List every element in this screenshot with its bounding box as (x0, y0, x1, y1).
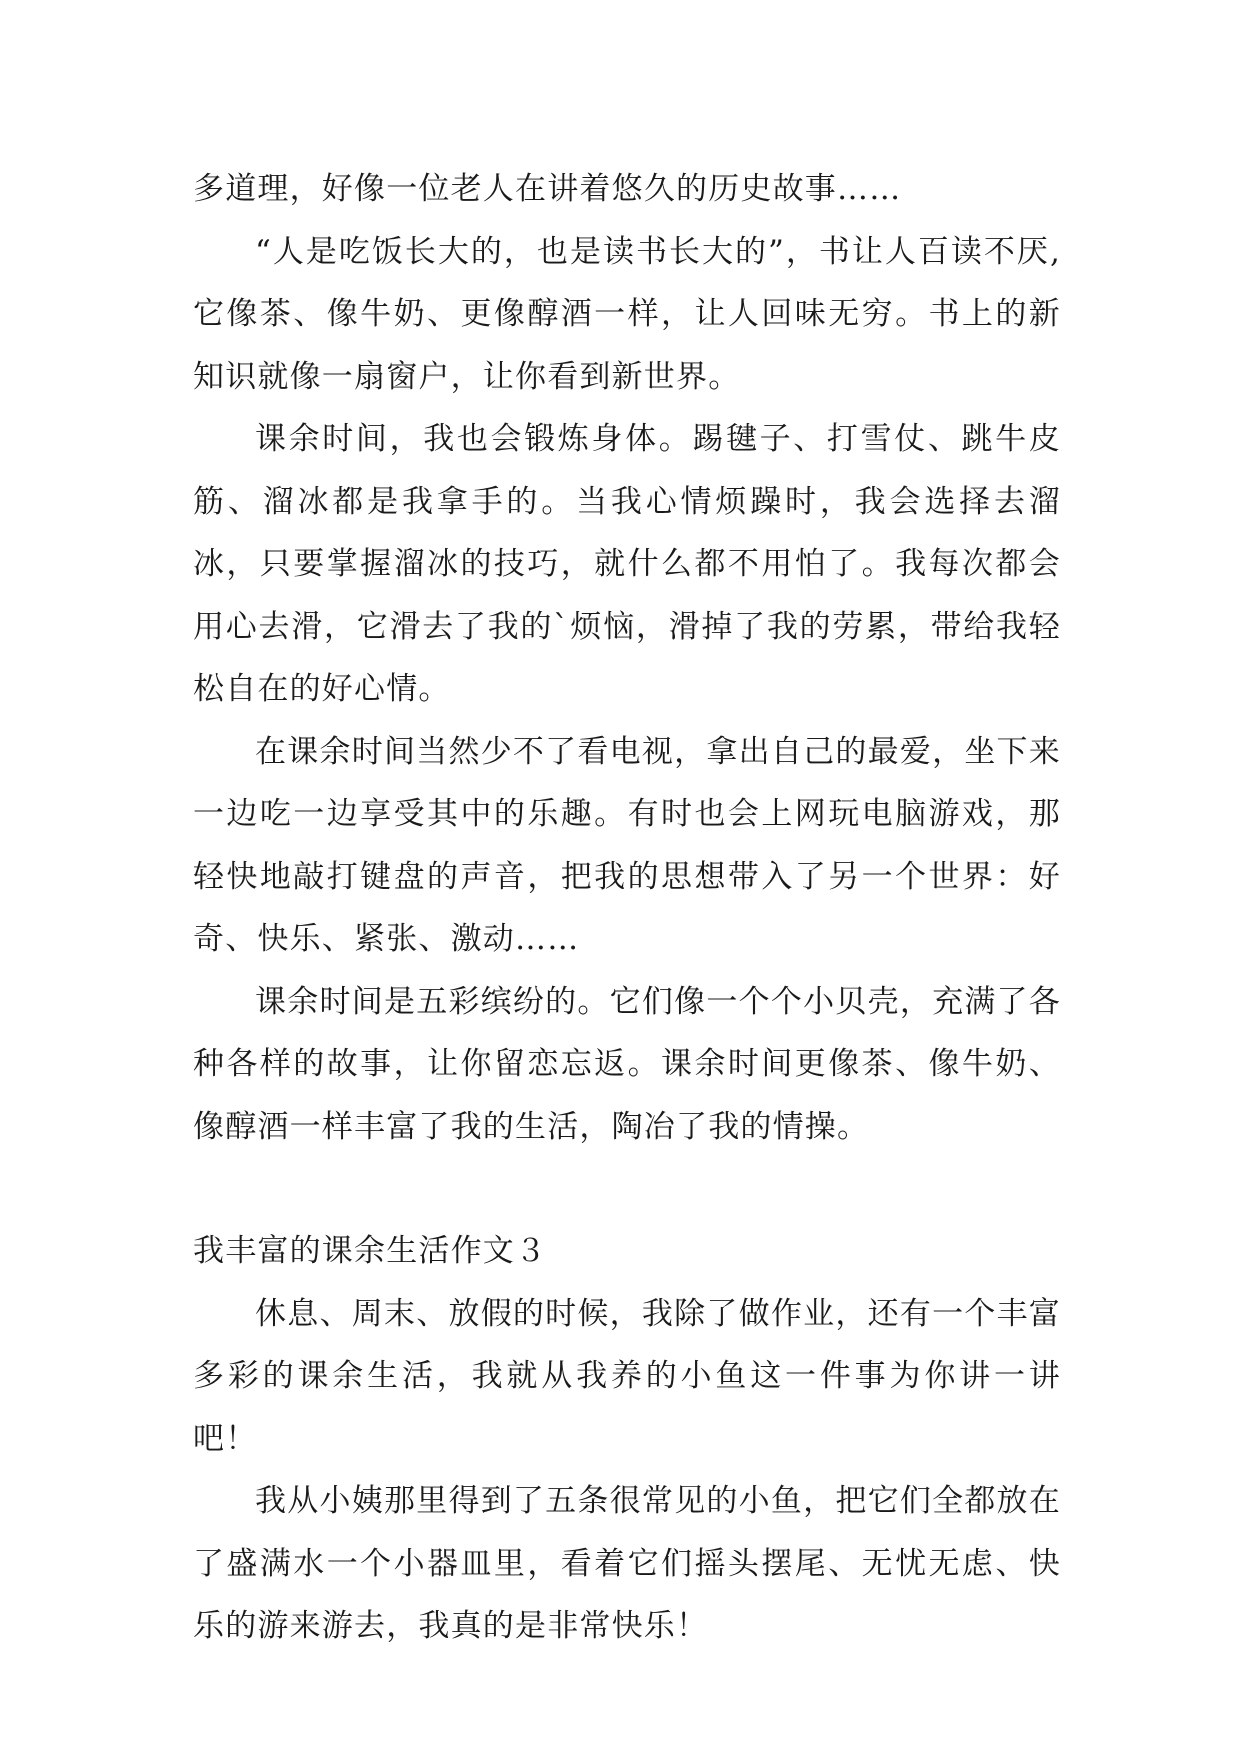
paragraph-5: 课余时间是五彩缤纷的。它们像一个个小贝壳，充满了各种各样的故事，让你留恋忘返。课余时间更像茶、像牛奶、像醇酒一样丰富了我的生活，陶冶了我的情操。 (193, 983, 1061, 1145)
paragraph-2: “人是吃饭长大的，也是读书长大的”，书让人百读不厌,它像茶、像牛奶、更像醇酒一样，让人回味无穷。书上的新知识就像一扇窗户，让你看到新世界。 (193, 233, 1061, 395)
paragraph-1: 多道理，好像一位老人在讲着悠久的历史故事…… (193, 171, 902, 207)
paragraph-3: 课余时间，我也会锻炼身体。踢毽子、打雪仗、跳牛皮筋、溜冰都是我拿手的。当我心情烦躁时，我会选择去溜冰，只要掌握溜冰的技巧，就什么都不用怕了。我每次都会用心去滑，它滑去了我的`烦恼，滑掉了我的劳累，带给我轻松自在的好心情。 (193, 421, 1061, 707)
section-title: 我丰富的课余生活作文３ (193, 1233, 548, 1269)
document-body (193, 158, 1061, 1658)
paragraph-4: 在课余时间当然少不了看电视，拿出自己的最爱，坐下来一边吃一边享受其中的乐趣。有时也会上网玩电脑游戏，那轻快地敲打键盘的声音，把我的思想带入了另一个世界：好奇、快乐、紧张、激动…… (193, 733, 1061, 957)
paragraph-6: 休息、周末、放假的时候，我除了做作业，还有一个丰富多彩的课余生活，我就从我养的小鱼这一件事为你讲一讲吧！ (193, 1295, 1061, 1457)
paragraph-7: 我从小姨那里得到了五条很常见的小鱼，把它们全都放在了盛满水一个小器皿里，看着它们摇头摆尾、无忧无虑、快乐的游来游去，我真的是非常快乐！ (193, 1483, 1061, 1644)
